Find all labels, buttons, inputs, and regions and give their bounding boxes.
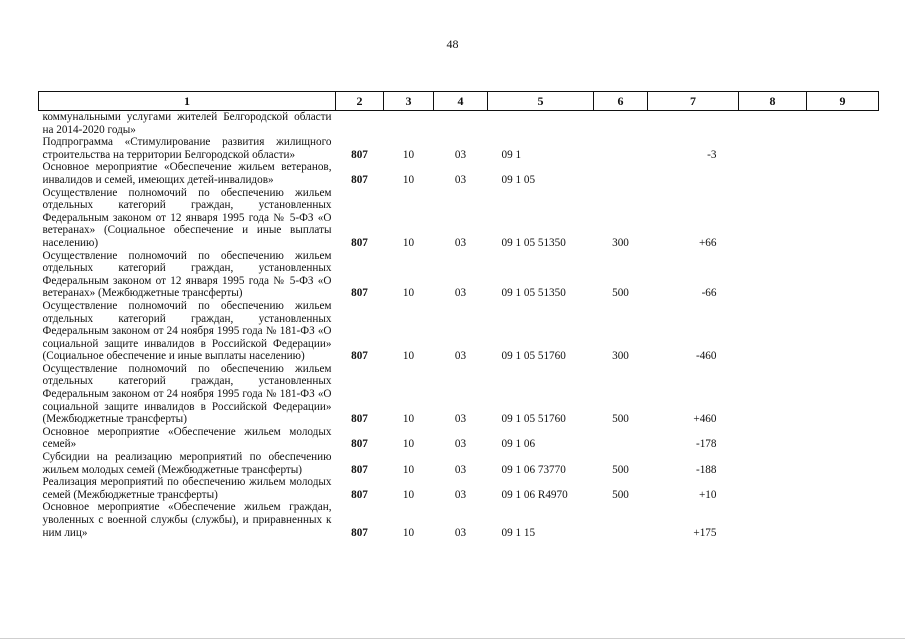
table-row: [39, 136, 879, 161]
row-description: коммунальными услугами жителей Белгородской области на 2014-2020 годы»: [42, 111, 332, 136]
cell-expense-type: 300: [612, 236, 629, 249]
table-row: [39, 501, 879, 539]
cell-target-article: 09 1: [501, 148, 522, 161]
cell-subsection: 03: [454, 148, 467, 161]
cell-ministry-code: 807: [351, 463, 368, 476]
cell-section: 10: [402, 173, 415, 186]
column-header: 2: [336, 92, 384, 111]
cell-col8: [739, 111, 807, 137]
cell-col9: [807, 476, 879, 501]
cell-expense-type: 300: [612, 350, 629, 363]
cell-subsection: 03: [454, 488, 467, 501]
cell-col8: [739, 363, 807, 426]
row-description: Осуществление полномочий по обеспечению жильем отдельных категорий граждан, установленных Федеральным законом от 12 января 1995 года № 5-ФЗ «О ветеранах» (Социальное обеспечение и иные выплаты населению): [42, 186, 332, 249]
cell-subsection: 03: [454, 526, 467, 539]
row-description: Осуществление полномочий по обеспечению жильем отдельных категорий граждан, установленных Федеральным законом от 12 января 1995 года № 5-ФЗ «О ветеранах» (Межбюджетные трансферты): [42, 249, 332, 300]
column-header: 8: [739, 92, 807, 111]
cell-ministry-code: 807: [351, 287, 368, 300]
cell-col9: [807, 363, 879, 426]
table-body: [39, 111, 879, 540]
cell-col8: [739, 161, 807, 186]
cell-section: [384, 111, 434, 137]
cell-amount: -460: [695, 350, 717, 363]
cell-col9: [807, 161, 879, 186]
budget-table: [38, 91, 879, 539]
cell-subsection: 03: [454, 236, 467, 249]
column-header: 7: [648, 92, 739, 111]
cell-expense-type: [594, 426, 648, 451]
cell-ministry-code: 807: [351, 526, 368, 539]
cell-target-article: 09 1 15: [501, 526, 536, 539]
cell-col8: [739, 187, 807, 250]
cell-section: 10: [402, 488, 415, 501]
cell-amount: +175: [693, 526, 717, 539]
cell-expense-type: [594, 161, 648, 186]
cell-col8: [739, 451, 807, 476]
row-description: Подпрограмма «Стимулирование развития жилищного строительства на территории Белгородской области»: [42, 136, 332, 161]
cell-col9: [807, 501, 879, 539]
cell-subsection: 03: [454, 350, 467, 363]
column-header: 4: [434, 92, 488, 111]
cell-ministry-code: 807: [351, 148, 368, 161]
table-row: [39, 300, 879, 363]
cell-subsection: 03: [454, 438, 467, 451]
page-number: 48: [446, 37, 459, 51]
cell-ministry-code: [336, 111, 384, 137]
cell-amount: [648, 161, 739, 186]
cell-col9: [807, 250, 879, 300]
cell-expense-type: [594, 501, 648, 539]
row-description: Осуществление полномочий по обеспечению жильем отдельных категорий граждан, установленных Федеральным законом от 24 ноября 1995 года № 181-ФЗ «О социальной защите инвалидов в Российской Федерации» (Социальное обеспечение и иные выплаты населению): [42, 299, 332, 363]
cell-amount: -178: [695, 438, 717, 451]
table-row: [39, 363, 879, 426]
table-header-row: [39, 92, 879, 111]
cell-amount: -66: [701, 287, 717, 300]
cell-amount: +10: [699, 488, 717, 501]
cell-target-article: 09 1 05 51350: [501, 287, 566, 300]
cell-section: 10: [402, 526, 415, 539]
table-row: [39, 187, 879, 250]
cell-section: 10: [402, 438, 415, 451]
cell-ministry-code: 807: [351, 236, 368, 249]
cell-col9: [807, 451, 879, 476]
cell-col8: [739, 501, 807, 539]
cell-section: 10: [402, 350, 415, 363]
bottom-rule: [0, 638, 905, 639]
row-description: Осуществление полномочий по обеспечению жильем отдельных категорий граждан, установленных Федеральным законом от 24 ноября 1995 года № 181-ФЗ «О социальной защите инвалидов в Российской Федерации» (Межбюджетные трансферты): [42, 362, 332, 426]
table-row: [39, 250, 879, 300]
table-row: [39, 426, 879, 451]
row-description: Основное мероприятие «Обеспечение жильем молодых семей»: [42, 425, 332, 451]
cell-target-article: 09 1 05 51760: [501, 350, 566, 363]
cell-col8: [739, 300, 807, 363]
table-row: [39, 476, 879, 501]
cell-subsection: 03: [454, 173, 467, 186]
cell-ministry-code: 807: [351, 173, 368, 186]
cell-section: 10: [402, 236, 415, 249]
table-row: [39, 111, 879, 137]
cell-expense-type: 500: [612, 463, 629, 476]
cell-target-article: 09 1 06 73770: [501, 463, 566, 476]
column-header: 6: [594, 92, 648, 111]
cell-target-article: 09 1 05 51760: [501, 413, 566, 426]
cell-target-article: 09 1 06: [501, 438, 536, 451]
cell-subsection: 03: [454, 287, 467, 300]
cell-subsection: [434, 111, 488, 137]
cell-amount: +66: [699, 236, 717, 249]
cell-amount: [648, 111, 739, 137]
cell-section: 10: [402, 148, 415, 161]
column-header: 9: [807, 92, 879, 111]
row-description: Реализация мероприятий по обеспечению жильем молодых семей (Межбюджетные трансферты): [42, 476, 332, 501]
cell-target-article: 09 1 06 R4970: [501, 488, 568, 501]
cell-col9: [807, 300, 879, 363]
table-row: [39, 451, 879, 476]
cell-amount: -3: [707, 148, 717, 161]
cell-ministry-code: 807: [351, 413, 368, 426]
cell-col8: [739, 426, 807, 451]
cell-col9: [807, 187, 879, 250]
cell-ministry-code: 807: [351, 350, 368, 363]
cell-col8: [739, 136, 807, 161]
cell-target-article: [488, 111, 594, 137]
cell-target-article: 09 1 05 51350: [501, 236, 566, 249]
row-description: Основное мероприятие «Обеспечение жильем ветеранов, инвалидов и семей, имеющих детей-инвалидов»: [42, 161, 332, 186]
row-description: Субсидии на реализацию мероприятий по обеспечению жильем молодых семей (Межбюджетные трансферты): [42, 451, 332, 476]
cell-col9: [807, 426, 879, 451]
column-header: 5: [488, 92, 594, 111]
cell-ministry-code: 807: [351, 438, 368, 451]
cell-col9: [807, 111, 879, 137]
cell-expense-type: [594, 136, 648, 161]
column-header: 1: [39, 92, 336, 111]
cell-target-article: 09 1 05: [501, 173, 536, 186]
cell-section: 10: [402, 463, 415, 476]
cell-subsection: 03: [454, 463, 467, 476]
cell-amount: -188: [695, 463, 717, 476]
cell-expense-type: 500: [612, 287, 629, 300]
cell-section: 10: [402, 287, 415, 300]
column-header: 3: [384, 92, 434, 111]
row-description: Основное мероприятие «Обеспечение жильем граждан, уволенных с военной службы (службы), и приравненных к ним лиц»: [42, 501, 332, 539]
cell-expense-type: 500: [612, 413, 629, 426]
cell-amount: +460: [693, 413, 717, 426]
cell-col8: [739, 476, 807, 501]
cell-expense-type: 500: [612, 488, 629, 501]
cell-col8: [739, 250, 807, 300]
cell-expense-type: [594, 111, 648, 137]
cell-section: 10: [402, 413, 415, 426]
cell-subsection: 03: [454, 413, 467, 426]
table-row: [39, 161, 879, 186]
cell-col9: [807, 136, 879, 161]
cell-ministry-code: 807: [351, 488, 368, 501]
